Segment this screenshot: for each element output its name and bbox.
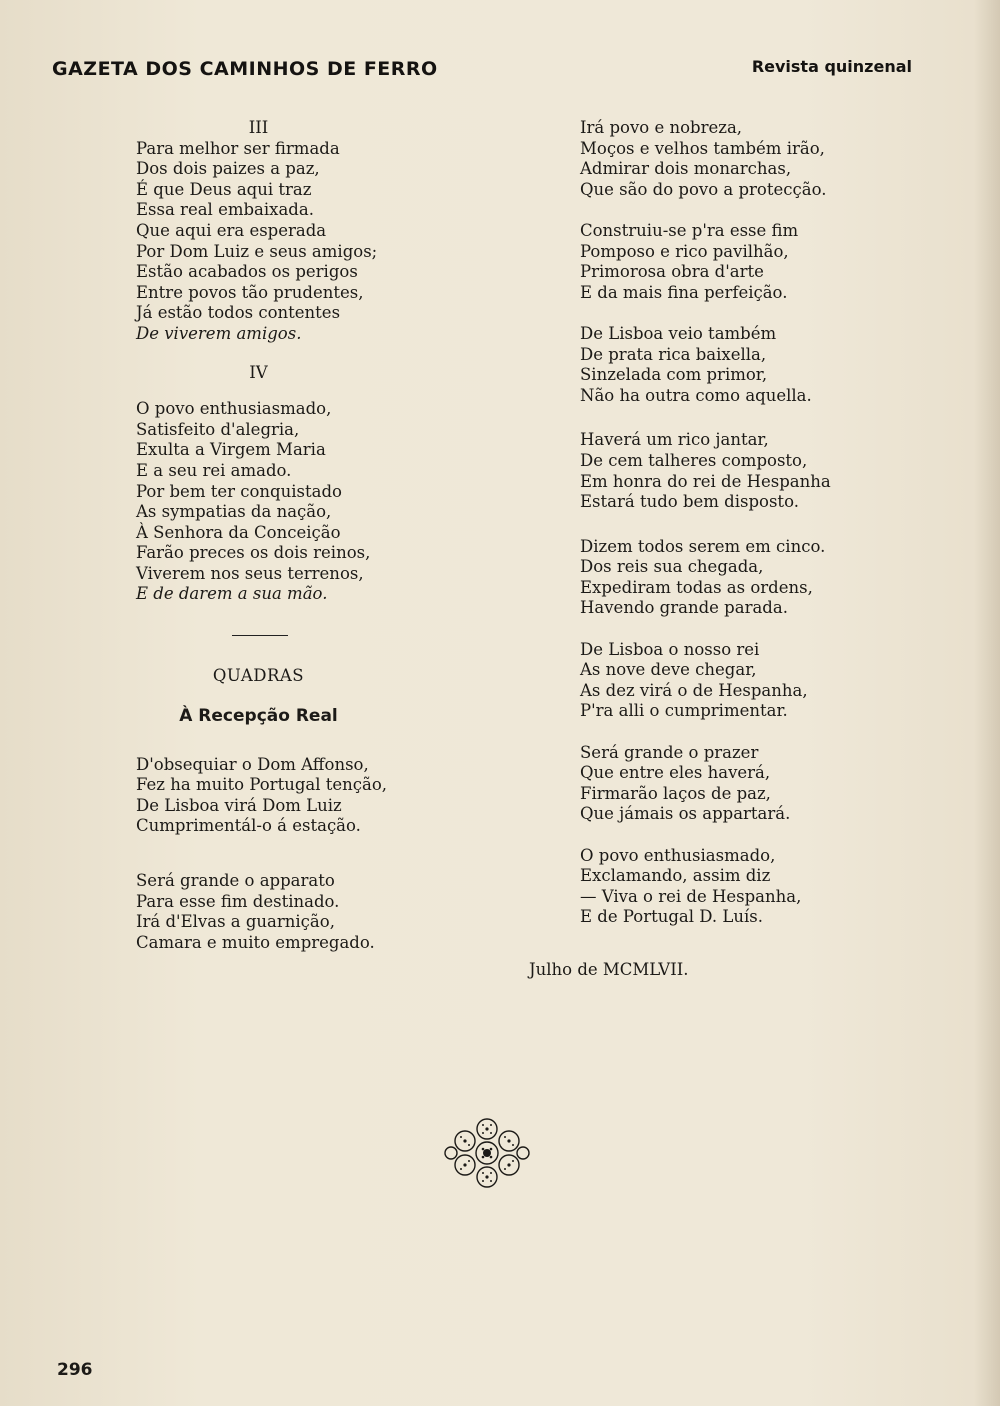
verse-line: Que jámais os appartará. bbox=[580, 804, 791, 824]
section-number-4: IV bbox=[249, 362, 268, 382]
verse-line-italic: E de darem a sua mão. bbox=[136, 584, 328, 604]
verse-line: Exclamando, assim diz bbox=[580, 866, 771, 886]
verse-line: Dos dois paizes a paz, bbox=[136, 159, 320, 179]
quadra-stanza bbox=[580, 430, 880, 512]
poem-section-3 bbox=[136, 139, 436, 345]
verse-line: Irá povo e nobreza, bbox=[580, 118, 743, 137]
right-column bbox=[580, 118, 880, 928]
verse-line: De Lisboa veio também bbox=[580, 323, 777, 343]
ornament-icon bbox=[443, 1112, 531, 1194]
verse-line: Farão preces os dois reinos, bbox=[136, 543, 371, 563]
poem-date: Julho de MCMLVII. bbox=[529, 960, 689, 979]
verse-line: Em honra do rei de Hespanha bbox=[580, 471, 831, 491]
verse-line: Firmarão laços de paz, bbox=[580, 783, 771, 803]
page-number: 296 bbox=[57, 1360, 93, 1380]
verse-line: Irá d'Elvas a guarnição, bbox=[136, 912, 335, 932]
verse-line: E de Portugal D. Luís. bbox=[580, 907, 763, 927]
verse-line: D'obsequiar o Dom Affonso, bbox=[136, 754, 369, 774]
verse-line: O povo enthusiasmado, bbox=[136, 399, 332, 419]
quadra-stanza bbox=[136, 871, 436, 953]
quadra-stanza bbox=[136, 755, 436, 837]
verse-line: Estará tudo bem disposto. bbox=[580, 492, 799, 512]
publication-title: GAZETA DOS CAMINHOS DE FERRO bbox=[52, 58, 438, 80]
verse-line: — Viva o rei de Hespanha, bbox=[580, 886, 802, 906]
verse-line: Por bem ter conquistado bbox=[136, 481, 342, 501]
quadra-stanza bbox=[580, 221, 880, 303]
verse-line: Exulta a Virgem Maria bbox=[136, 440, 326, 460]
poem-section-4 bbox=[136, 399, 436, 605]
section-number-3: III bbox=[248, 118, 269, 137]
verse-line: Não ha outra como aquella. bbox=[580, 385, 812, 405]
verse-line: As sympatias da nação, bbox=[136, 502, 332, 522]
publication-subtitle: Revista quinzenal bbox=[751, 57, 912, 76]
verse-line: À Senhora da Conceição bbox=[136, 522, 341, 542]
verse-line: Cumprimentál-o á estação. bbox=[136, 816, 361, 836]
verse-line: Haverá um rico jantar, bbox=[580, 430, 769, 450]
verse-line: As nove deve chegar, bbox=[580, 660, 757, 680]
verse-line: Satisfeito d'alegria, bbox=[136, 419, 300, 439]
page-edge-shadow bbox=[974, 0, 1000, 1406]
verse-line: É que Deus aqui traz bbox=[136, 179, 312, 199]
verse-line: De cem talheres composto, bbox=[580, 450, 808, 470]
verse-line: Dizem todos serem em cinco. bbox=[580, 536, 826, 556]
verse-line: P'ra alli o cumprimentar. bbox=[580, 701, 788, 721]
quadra-stanza bbox=[580, 640, 880, 722]
verse-line: E a seu rei amado. bbox=[136, 460, 292, 480]
verse-line: O povo enthusiasmado, bbox=[580, 845, 776, 865]
verse-line: Que entre eles haverá, bbox=[580, 763, 771, 783]
verse-line: Essa real embaixada. bbox=[136, 200, 314, 220]
verse-line: Por Dom Luiz e seus amigos; bbox=[136, 241, 378, 261]
quadra-stanza bbox=[580, 118, 880, 200]
verse-line: Para esse fim destinado. bbox=[136, 891, 340, 911]
verse-line: Admirar dois monarchas, bbox=[580, 159, 792, 179]
verse-line: Camara e muito empregado. bbox=[136, 932, 375, 952]
verse-line: Dos reis sua chegada, bbox=[580, 557, 764, 577]
quadra-stanza bbox=[580, 743, 880, 825]
quadra-stanza bbox=[580, 846, 880, 928]
verse-line: Estão acabados os perigos bbox=[136, 262, 358, 282]
verse-line: As dez virá o de Hespanha, bbox=[580, 680, 808, 700]
verse-line: Moços e velhos também irão, bbox=[580, 138, 825, 158]
section-divider bbox=[232, 635, 288, 636]
quadra-stanza bbox=[580, 537, 880, 619]
quadras-subheading: À Recepção Real bbox=[179, 705, 338, 726]
verse-line: Será grande o prazer bbox=[580, 742, 759, 762]
verse-line: Primorosa obra d'arte bbox=[580, 262, 764, 282]
verse-line: E da mais fina perfeição. bbox=[580, 282, 788, 302]
verse-line: Havendo grande parada. bbox=[580, 598, 788, 618]
verse-line: De Lisboa virá Dom Luiz bbox=[136, 795, 342, 815]
quadra-stanza bbox=[580, 324, 880, 406]
verse-line-italic: De viverem amigos. bbox=[136, 323, 302, 343]
left-column bbox=[136, 118, 436, 953]
verse-line: Será grande o apparato bbox=[136, 871, 335, 891]
verse-line: Expediram todas as ordens, bbox=[580, 577, 813, 597]
verse-line: Que são do povo a protecção. bbox=[580, 179, 827, 199]
verse-line: De Lisboa o nosso rei bbox=[580, 639, 760, 659]
verse-line: Viverem nos seus terrenos, bbox=[136, 563, 364, 583]
verse-line: Já estão todos contentes bbox=[136, 303, 341, 323]
verse-line: De prata rica baixella, bbox=[580, 344, 767, 364]
verse-line: Sinzelada com primor, bbox=[580, 365, 768, 385]
verse-line: Fez ha muito Portugal tenção, bbox=[136, 775, 388, 795]
verse-line: Que aqui era esperada bbox=[136, 220, 327, 240]
verse-line: Entre povos tão prudentes, bbox=[136, 282, 364, 302]
verse-line: Construiu-se p'ra esse fim bbox=[580, 220, 799, 240]
verse-line: Pomposo e rico pavilhão, bbox=[580, 241, 789, 261]
verse-line: Para melhor ser firmada bbox=[136, 138, 340, 158]
quadras-heading: QUADRAS bbox=[212, 666, 305, 686]
